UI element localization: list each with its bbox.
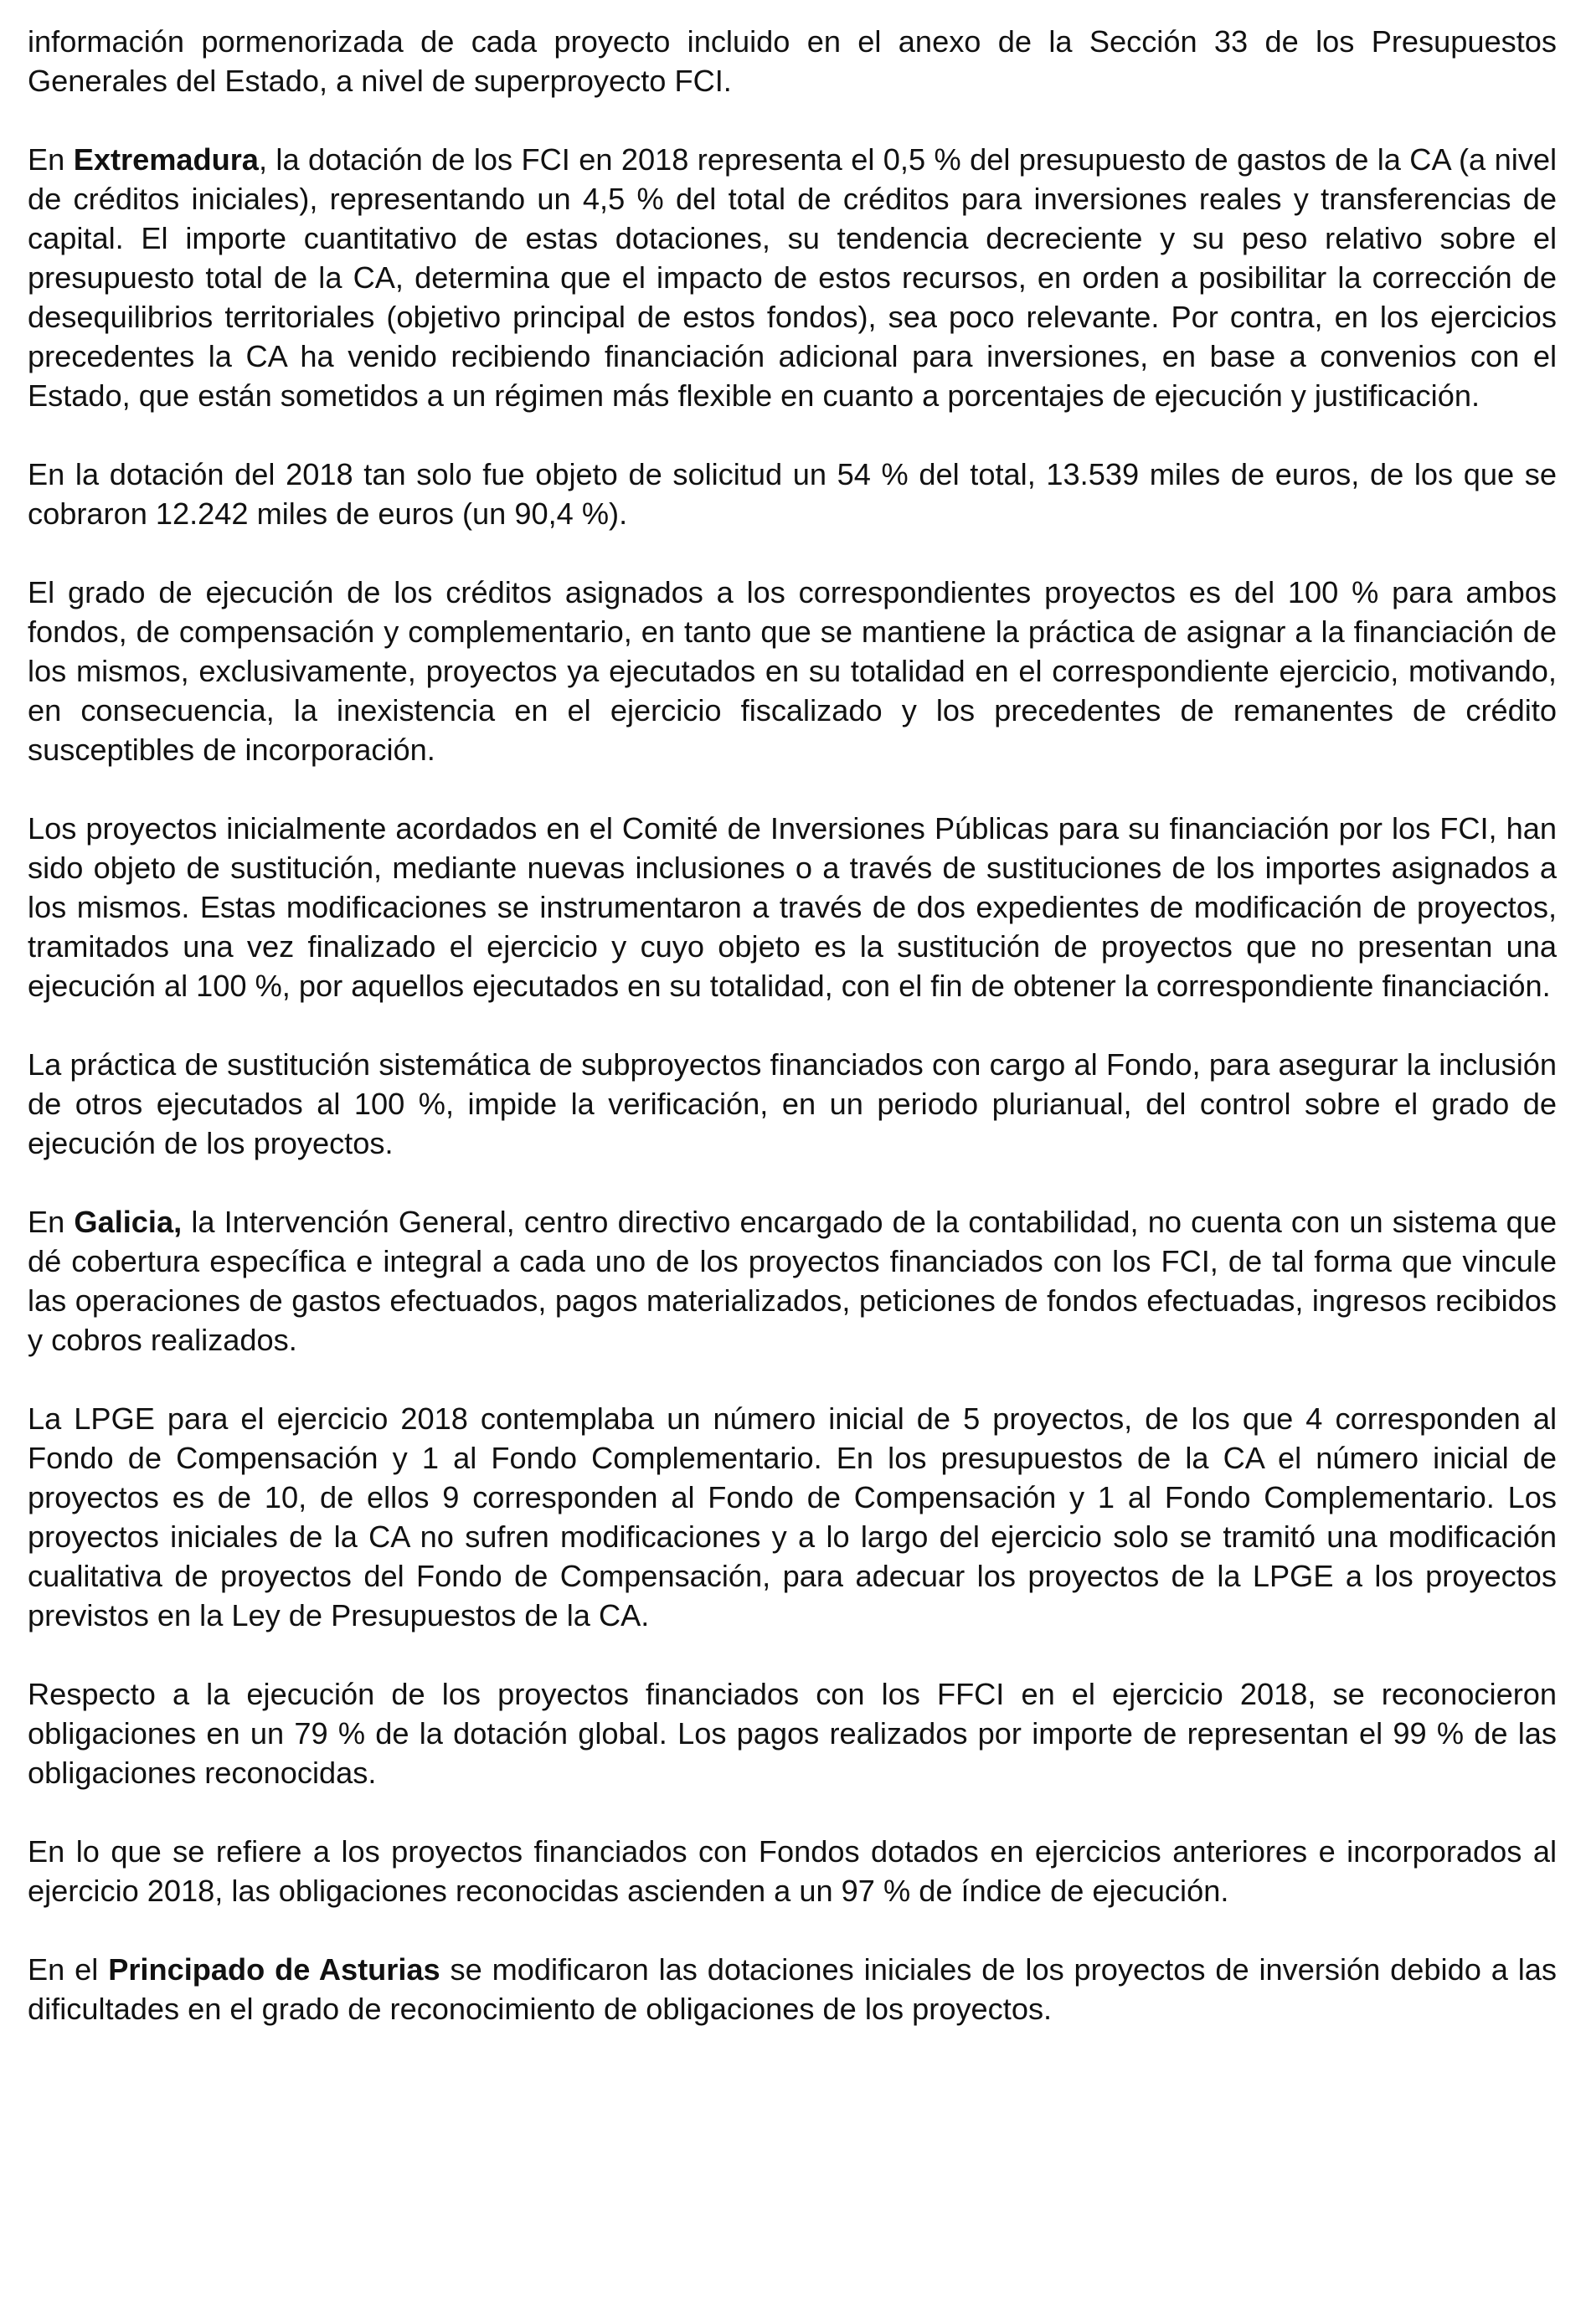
body-paragraph bbox=[28, 1832, 1557, 1910]
paragraph-text: La práctica de sustitución sistemática de subproyectos financiados con cargo al Fondo, para asegurar la inclusión de otros ejecutados al 100 %, impide la verificación, en un periodo plurianual, del control sobre el grado de ejecución de los proyectos. bbox=[28, 1047, 1557, 1160]
document-page bbox=[28, 22, 1557, 2028]
paragraph-text: información pormenorizada de cada proyecto incluido en el anexo de la Sección 33 de los Presupuestos Generales del Estado, a nivel de superproyecto FCI. bbox=[28, 24, 1557, 98]
paragraph-text: En bbox=[28, 142, 74, 177]
bold-region-name: Galicia, bbox=[74, 1205, 183, 1239]
paragraph-text: El grado de ejecución de los créditos asignados a los correspondientes proyectos es del 100 % para ambos fondos, de compensación y complementario, en tanto que se mantiene la práctica de asignar a la financiación de los mismos, exclusivamente, proyectos ya ejecutados en su totalidad en el correspondiente ejercicio, motivando, en consecuencia, la inexistencia en el ejercicio fiscalizado y los precedentes de remanentes de crédito susceptibles de incorporación. bbox=[28, 575, 1557, 767]
paragraph-text: En lo que se refiere a los proyectos financiados con Fondos dotados en ejercicios anteriores e incorporados al ejercicio 2018, las obligaciones reconocidas ascienden a un 97 % de índice de ejecución. bbox=[28, 1834, 1557, 1908]
paragraph-text: Respecto a la ejecución de los proyectos financiados con los FFCI en el ejercicio 2018, se reconocieron obligaciones en un 79 % de la dotación global. Los pagos realizados por importe de representan el 99 % de las obligaciones reconocidas. bbox=[28, 1677, 1557, 1790]
body-paragraph bbox=[28, 1399, 1557, 1635]
body-paragraph bbox=[28, 140, 1557, 415]
body-paragraph bbox=[28, 22, 1557, 100]
body-paragraph bbox=[28, 809, 1557, 1005]
bold-region-name: Principado de Asturias bbox=[108, 1952, 440, 1987]
body-paragraph bbox=[28, 1950, 1557, 2028]
body-paragraph bbox=[28, 1202, 1557, 1360]
paragraph-text: En bbox=[28, 1205, 75, 1239]
paragraph-text: En la dotación del 2018 tan solo fue objeto de solicitud un 54 % del total, 13.539 miles de euros, de los que se cobraron 12.242 miles de euros (un 90,4 %). bbox=[28, 457, 1557, 531]
paragraph-text: Los proyectos inicialmente acordados en el Comité de Inversiones Públicas para su financiación por los FCI, han sido objeto de sustitución, mediante nuevas inclusiones o a través de sustituciones de los importes asignados a los mismos. Estas modificaciones se instrumentaron a través de dos expedientes de modificación de proyectos, tramitados una vez finalizado el ejercicio y cuyo objeto es la sustitución de proyectos que no presentan una ejecución al 100 %, por aquellos ejecutados en su totalidad, con el fin de obtener la correspondiente financiación. bbox=[28, 811, 1557, 1003]
body-paragraph bbox=[28, 455, 1557, 533]
body-paragraph bbox=[28, 1045, 1557, 1163]
bold-region-name: Extremadura bbox=[73, 142, 259, 177]
paragraph-text: En el bbox=[28, 1952, 109, 1987]
body-paragraph bbox=[28, 573, 1557, 769]
paragraph-text: la Intervención General, centro directivo encargado de la contabilidad, no cuenta con un sistema que dé cobertura específica e integral a cada uno de los proyectos financiados con los FCI, de tal forma que vincule las operaciones de gastos efectuados, pagos materializados, peticiones de fondos efectuadas, ingresos recibidos y cobros realizados. bbox=[28, 1205, 1557, 1357]
paragraph-text: La LPGE para el ejercicio 2018 contemplaba un número inicial de 5 proyectos, de los que 4 corresponden al Fondo de Compensación y 1 al Fondo Complementario. En los presupuestos de la CA el número inicial de proyectos es de 10, de ellos 9 corresponden al Fondo de Compensación y 1 al Fondo Complementario. Los proyectos iniciales de la CA no sufren modificaciones y a lo largo del ejercicio solo se tramitó una modificación cualitativa de proyectos del Fondo de Compensación, para adecuar los proyectos de la LPGE a los proyectos previstos en la Ley de Presupuestos de la CA. bbox=[28, 1401, 1557, 1632]
paragraph-text: , la dotación de los FCI en 2018 representa el 0,5 % del presupuesto de gastos de la CA (a nivel de créditos iniciales), representando un 4,5 % del total de créditos para inversiones reales y transferencias de capital. El importe cuantitativo de estas dotaciones, su tendencia decreciente y su peso relativo sobre el presupuesto total de la CA, determina que el impacto de estos recursos, en orden a posibilitar la corrección de desequilibrios territoriales (objetivo principal de estos fondos), sea poco relevante. Por contra, en los ejercicios precedentes la CA ha venido recibiendo financiación adicional para inversiones, en base a convenios con el Estado, que están sometidos a un régimen más flexible en cuanto a porcentajes de ejecución y justificación. bbox=[28, 142, 1558, 413]
paragraph-text: se modificaron las dotaciones iniciales de los proyectos de inversión debido a las dificultades en el grado de reconocimiento de obligaciones de los proyectos. bbox=[28, 1952, 1557, 2026]
body-paragraph bbox=[28, 1674, 1557, 1792]
